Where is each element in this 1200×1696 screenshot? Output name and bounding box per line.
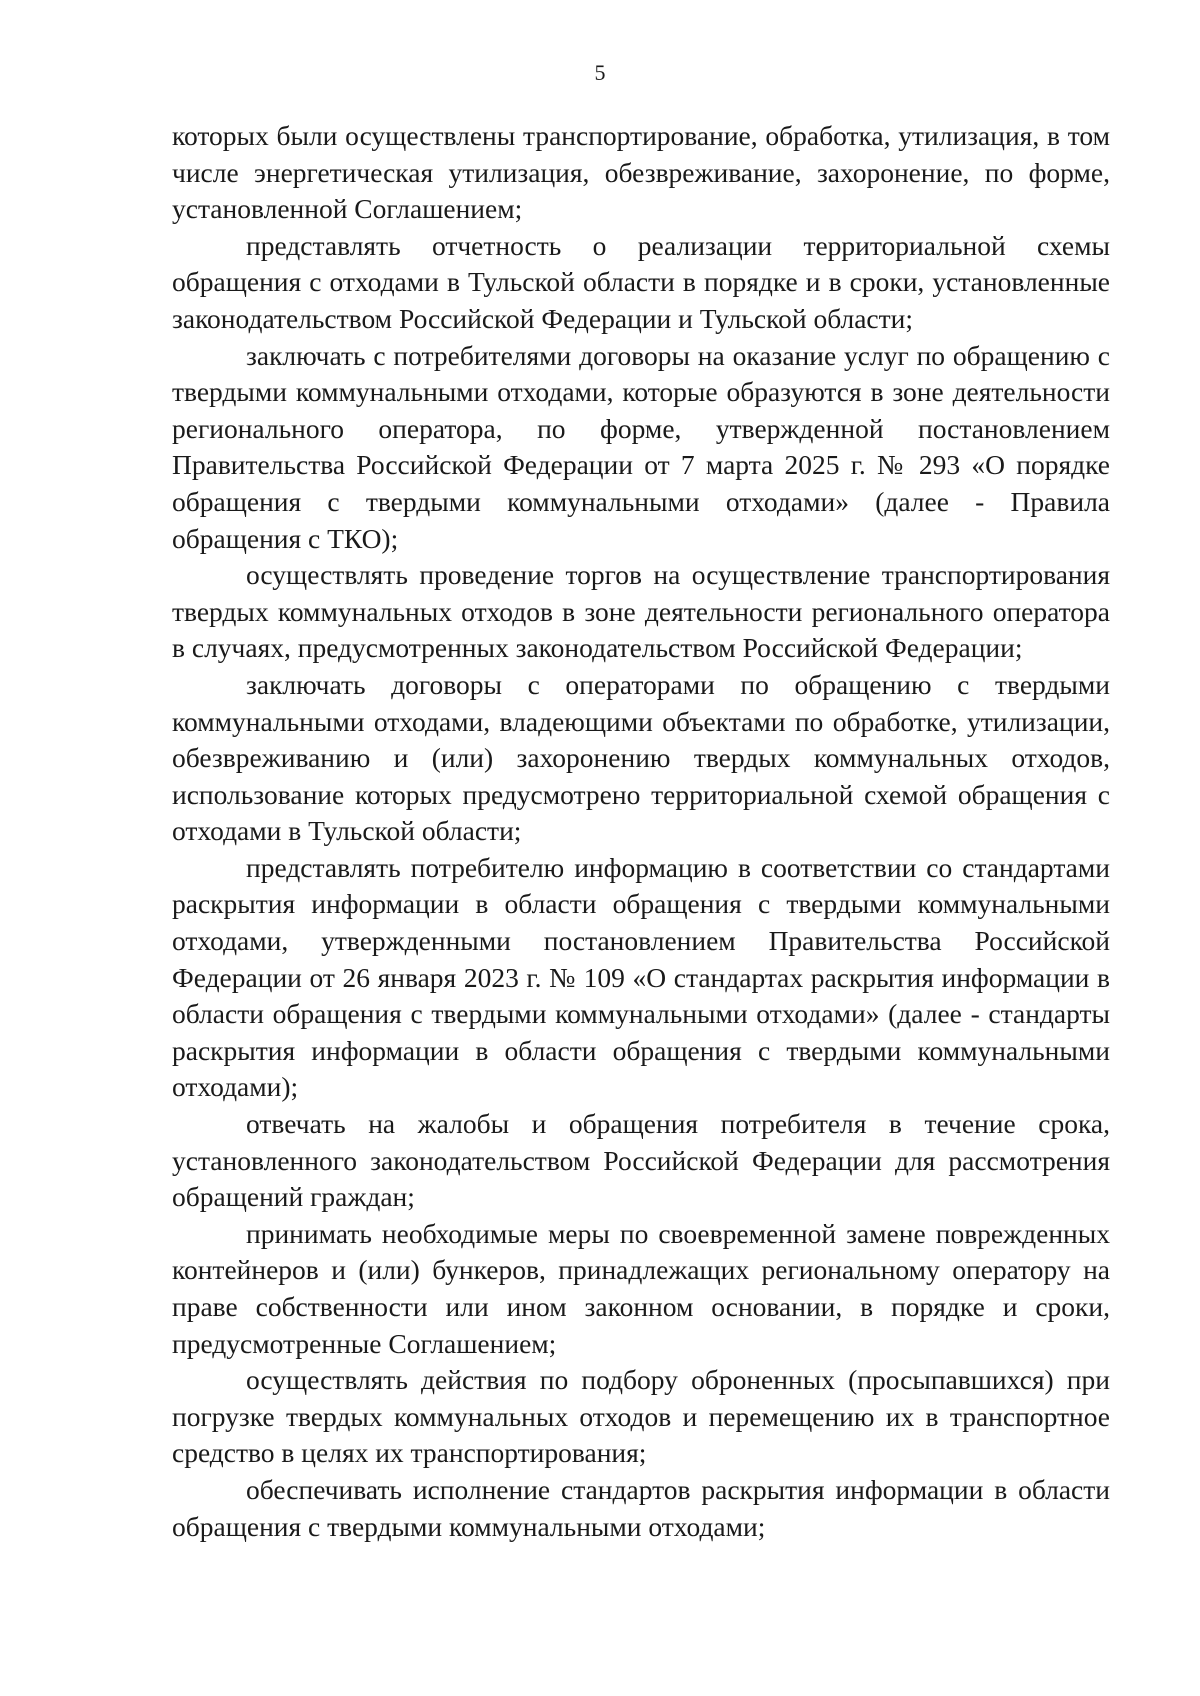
paragraph-information-disclosure: представлять потребителю информацию в соответствии со стандартами раскрытия информации в области обращения с твердыми коммунальными отходами, утвержденными постановлением Правительства Российской Федерации от 26 января 2023 г. № 109 «О стандартах раскрытия информации в области обращения с твердыми коммунальными отходами» (далее - стандарты раскрытия информации в области обращения с твердыми коммунальными отходами); xyxy=(172,851,1110,1103)
paragraph-standards-compliance: обеспечивать исполнение стандартов раскрытия информации в области обращения с твердыми коммунальными отходами; xyxy=(172,1473,1110,1542)
paragraph-tenders: осуществлять проведение торгов на осуществление транспортирования твердых коммунальных отходов в зоне деятельности регионального оператора в случаях, предусмотренных законодательством Российской Федерации; xyxy=(172,559,1110,664)
paragraph-continuation: которых были осуществлены транспортирование, обработка, утилизация, в том числе энергетическая утилизация, обезвреживание, захоронение, по форме, установленной Соглашением; xyxy=(172,120,1110,225)
paragraph-complaints: отвечать на жалобы и обращения потребителя в течение срока, установленного законодательством Российской Федерации для рассмотрения обращений граждан; xyxy=(172,1108,1110,1213)
paragraph-operator-contracts: заключать договоры с операторами по обращению с твердыми коммунальными отходами, владеющими объектами по обработке, утилизации, обезвреживанию и (или) захоронению твердых коммунальных отходов, использование которых предусмотрено территориальной схемой обращения с отходами в Тульской области; xyxy=(172,668,1110,847)
paragraph-consumer-contracts: заключать с потребителями договоры на оказание услуг по обращению с твердыми коммунальными отходами, которые образуются в зоне деятельности регионального оператора, по форме, утвержденной постановлением Правительства Российской Федерации от 7 марта 2025 г. № 293 «О порядке обращения с твердыми коммунальными отходами» (далее - Правила обращения с ТКО); xyxy=(172,339,1110,554)
paragraph-container-replacement: принимать необходимые меры по своевременной замене поврежденных контейнеров и (или) бункеров, принадлежащих региональному оператору на праве собственности или ином законном основании, в порядке и сроки, предусмотренные Соглашением; xyxy=(172,1217,1110,1359)
document-body xyxy=(172,118,1110,1545)
paragraph-spillage-collection: осуществлять действия по подбору оброненных (просыпавшихся) при погрузке твердых коммунальных отходов и перемещению их в транспортное средство в целях их транспортирования; xyxy=(172,1364,1110,1469)
paragraph-reporting: представлять отчетность о реализации территориальной схемы обращения с отходами в Тульской области в порядке и в сроки, установленные законодательством Российской Федерации и Тульской области; xyxy=(172,229,1110,334)
page-number: 5 xyxy=(594,60,606,85)
